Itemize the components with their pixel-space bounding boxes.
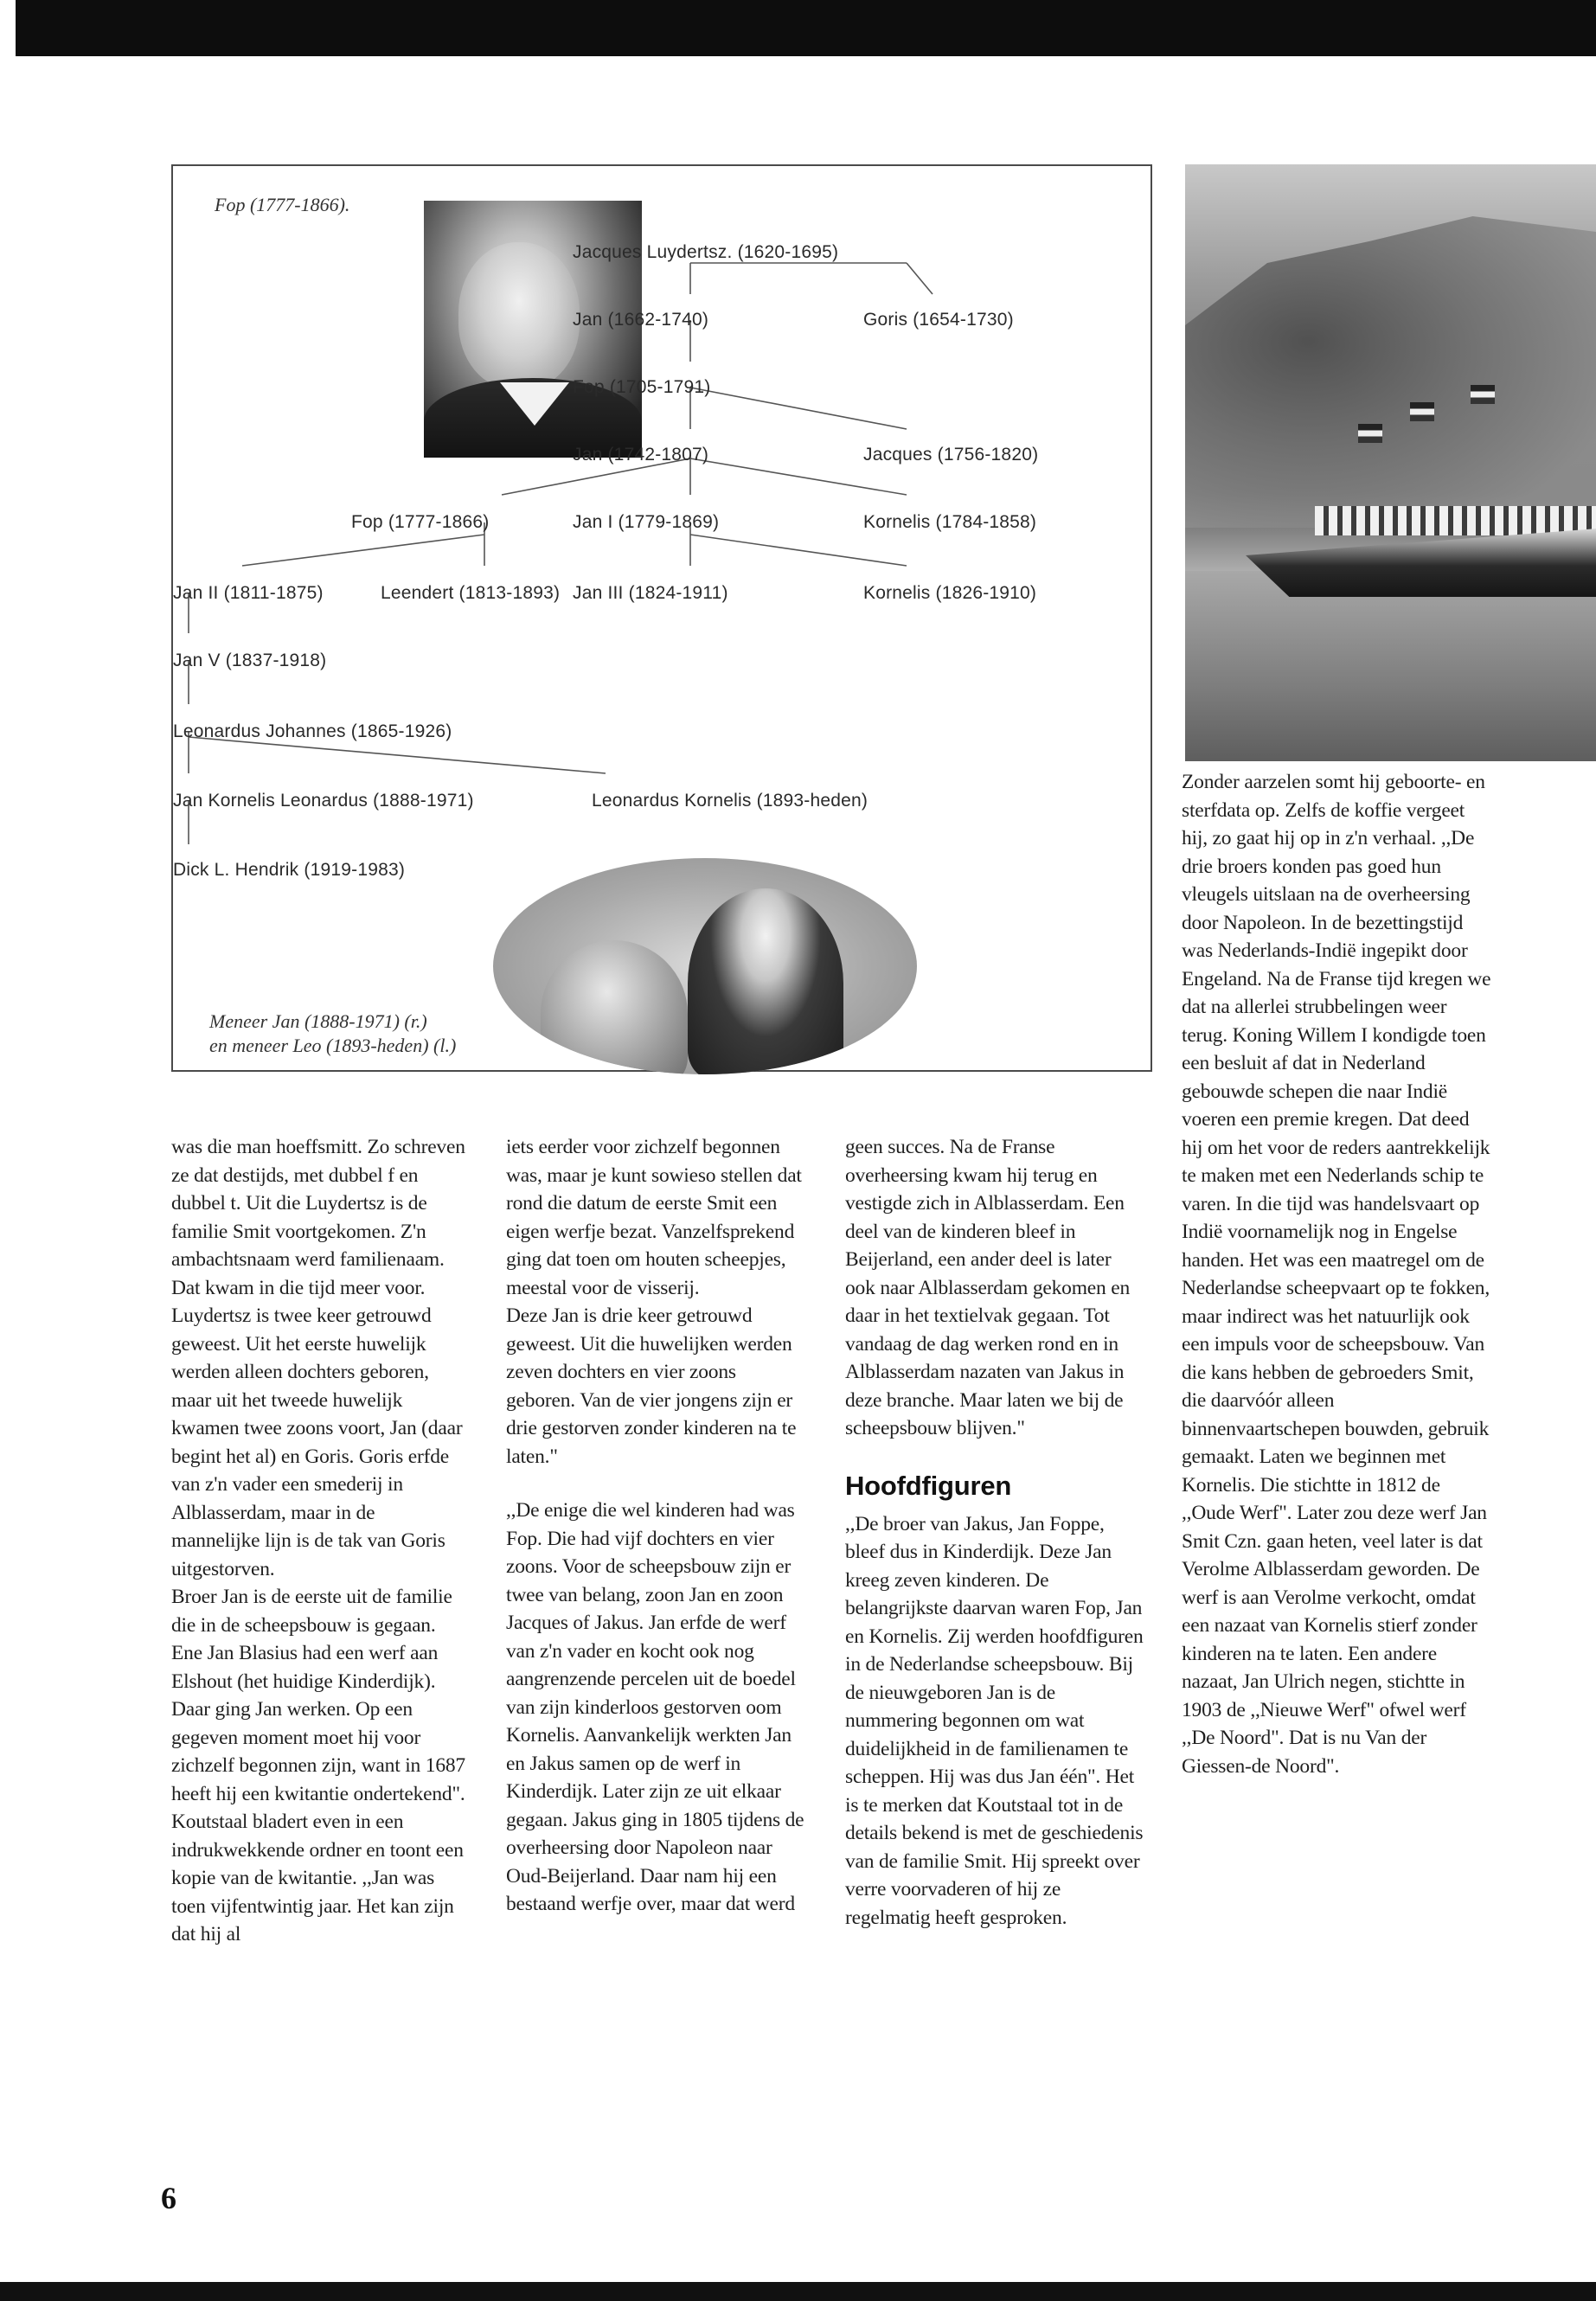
column-1-paragraph-2: Broer Jan is de eerste uit de familie die in de scheepsbouw is gegaan. Ene Jan Blasius had een werf aan Elshout (het huidige Kinderdijk). Daar ging Jan werken. Op een gegeven moment moet hij voor zichzelf begonnen zijn, want in 1687 heeft hij een kwitantie ondertekend". Koutstaal bladert even in een indrukwekkende ordner en toont een kopie van de kwitantie. ,,Jan was toen vijfentwintig jaar. Het kan zijn dat hij al [171,1586,465,1945]
tree-node-goris-1654: Goris (1654-1730) [863,310,1014,330]
tree-node-jan-iii: Jan III (1824-1911) [573,583,728,603]
top-black-band [16,0,1596,56]
article-column-1 [171,1133,465,1949]
tree-node-kornelis-1784: Kornelis (1784-1858) [863,512,1037,532]
tree-node-leendert: Leendert (1813-1893) [381,583,561,603]
portrait-caption: Fop (1777-1866). [215,194,350,215]
tree-node-jan-1742: Jan (1742-1807) [573,445,709,465]
column-4-text: Zonder aarzelen somt hij geboorte- en sterfdata op. Zelfs de koffie vergeet hij, zo gaat hij op in z'n verhaal. ,,De drie broers konden pas goed hun vleugels uitslaan na de overheersing door Napoleon. In de bezettingstijd was Nederlands-Indië ingepikt door Engeland. Na de Franse tijd kregen we dat na allerlei strubbelingen weer terug. Koning Willem I kondigde toen een besluit af dat in Nederland gebouwde schepen die naar Indië voeren een premie kregen. Dat deed hij om het voor de reders aantrekkelijk te maken met een Nederlands schip te varen. In die tijd was handelsvaart op Indië voornamelijk nog in Engelse handen. Het was een maatregel om de Nederlandse scheepvaart op te fokken, maar indirect was het natuurlijk ook een impuls voor de scheepsbouw. Van die kans hebben de gebroeders Smit, die daarvóór alleen binnenvaartschepen bouwden, gebruik gemaakt. Laten we beginnen met Kornelis. Die stichtte in 1812 de ,,Oude Werf". Later zou deze werf Jan Smit Czn. gaan heten, veel later is dat Verolme Alblasserdam geworden. De werf is aan Verolme verkocht, omdat een nazaat van Kornelis stierf zonder kinderen na te laten. Een andere nazaat, Jan Ulrich negen, stichtte in 1903 de ,,Nieuwe Werf" ofwel werf ,,De Noord". Dat is nu Van der Giessen-de Noord". [1182,771,1491,1778]
article-column-2 [506,1133,804,1919]
tree-node-jan-kornelis-leonardus: Jan Kornelis Leonardus (1888-1971) [173,791,474,811]
tree-node-jan-ii: Jan II (1811-1875) [173,583,324,603]
tree-node-jacques-1756: Jacques (1756-1820) [863,445,1039,465]
family-tree-figure [171,164,1152,1072]
column-3-paragraph-1: geen succes. Na de Franse overheersing kwam hij terug en vestigde zich in Alblasserdam. Een deel van de kinderen bleef in Beijerland, een ander deel is later ook naar Alblasserdam gekomen en daar in het textielvak gegaan. Tot vandaag de dag werken rond en in Alblasserdam nazaten van Jakus in deze branche. Maar laten we bij de scheepsbouw blijven." [845,1136,1131,1439]
tree-node-jacques-luydertsz: Jacques Luydertsz. (1620-1695) [573,242,839,262]
column-2-paragraph-2: Deze Jan is drie keer getrouwd geweest. Uit die huwelijken werden zeven dochters en vier zoons geboren. Van de vier jongens zijn er drie gestorven zonder kinderen na te laten." [506,1304,797,1468]
ship-photo [1185,164,1596,761]
tree-node-jan-i: Jan I (1779-1869) [573,512,720,532]
column-2-paragraph-1: iets eerder voor zichzelf begonnen was, maar je kunt sowieso stellen dat rond die datum de eerste Smit een eigen werfje bezat. Vanzelfsprekend ging dat toen om houten scheepjes, meestal voor de visserij. [506,1136,802,1299]
tree-node-dick-l-hendrik: Dick L. Hendrik (1919-1983) [173,860,406,880]
tree-node-leonardus-kornelis: Leonardus Kornelis (1893-heden) [592,791,869,811]
tree-node-jan-v: Jan V (1837-1918) [173,651,327,670]
bottom-black-band [0,2282,1596,2301]
tree-node-jan-1662: Jan (1662-1740) [573,310,709,330]
article-column-4 [1182,768,1495,1780]
tree-node-leonardus-johannes: Leonardus Johannes (1865-1926) [173,721,452,741]
section-heading-hoofdfiguren: Hoofdfiguren [845,1470,1012,1501]
column-1-paragraph-1: was die man hoeffsmitt. Zo schreven ze dat destijds, met dubbel f en dubbel t. Uit die Luydertsz is de familie Smit voortgekomen. Z'n ambachtsnaam werd familienaam. Dat kwam in die tijd meer voor. Luydertsz is twee keer getrouwd geweest. Uit het eerste huwelijk werden alleen dochters geboren, maar uit het tweede huwelijk kwamen twee zoons voort, Jan (daar begint het al) en Goris. Goris erfde van z'n vader een smederij in Alblasserdam, maar in de mannelijke lijn is de tak van Goris uitgestorven. [171,1136,465,1580]
column-3-paragraph-2: ,,De broer van Jakus, Jan Foppe, bleef dus in Kinderdijk. Deze Jan kreeg zeven kinderen. De belangrijkste daarvan waren Fop, Jan en Kornelis. Zij werden hoofdfiguren in de Nederlandse scheepsbouw. Bij de nieuwgeboren Jan is de nummering begonnen om wat duidelijkheid in de familienamen te scheppen. Hij was dus Jan één". Het is te merken dat Koutstaal tot in de details bekend is met de geschiedenis van de familie Smit. Hij spreekt over verre voorvaderen of hij ze regelmatig heeft gesproken. [845,1512,1144,1929]
tree-node-fop-1777: Fop (1777-1866) [351,512,490,532]
page-number: 6 [161,2181,176,2215]
article-column-3 [845,1133,1144,1932]
column-2-paragraph-3: ,,De enige die wel kinderen had was Fop. Die had vijf dochters en vier zoons. Voor de scheepsbouw zijn er twee van belang, zoon Jan en zoon Jacques of Jakus. Jan erfde de werf van z'n vader en kocht ook nog aangrenzende percelen uit de boedel van zijn kinderloos gestorven oom Kornelis. Aanvankelijk werkten Jan en Jakus samen op de werf in Kinderdijk. Later zijn ze uit elkaar gegaan. Jakus ging in 1805 tijdens de overheersing door Napoleon naar Oud-Beijerland. Daar nam hij een bestaand werfje over, maar dat werd [506,1499,804,1915]
oval-photo-brothers [493,858,917,1074]
oval-photo-caption: Meneer Jan (1888-1971) (r.) en meneer Leo (1893-heden) (l.) [209,1010,457,1056]
tree-node-fop-1705: Fop (1705-1791) [573,377,711,397]
tree-node-kornelis-1826: Kornelis (1826-1910) [863,583,1037,603]
